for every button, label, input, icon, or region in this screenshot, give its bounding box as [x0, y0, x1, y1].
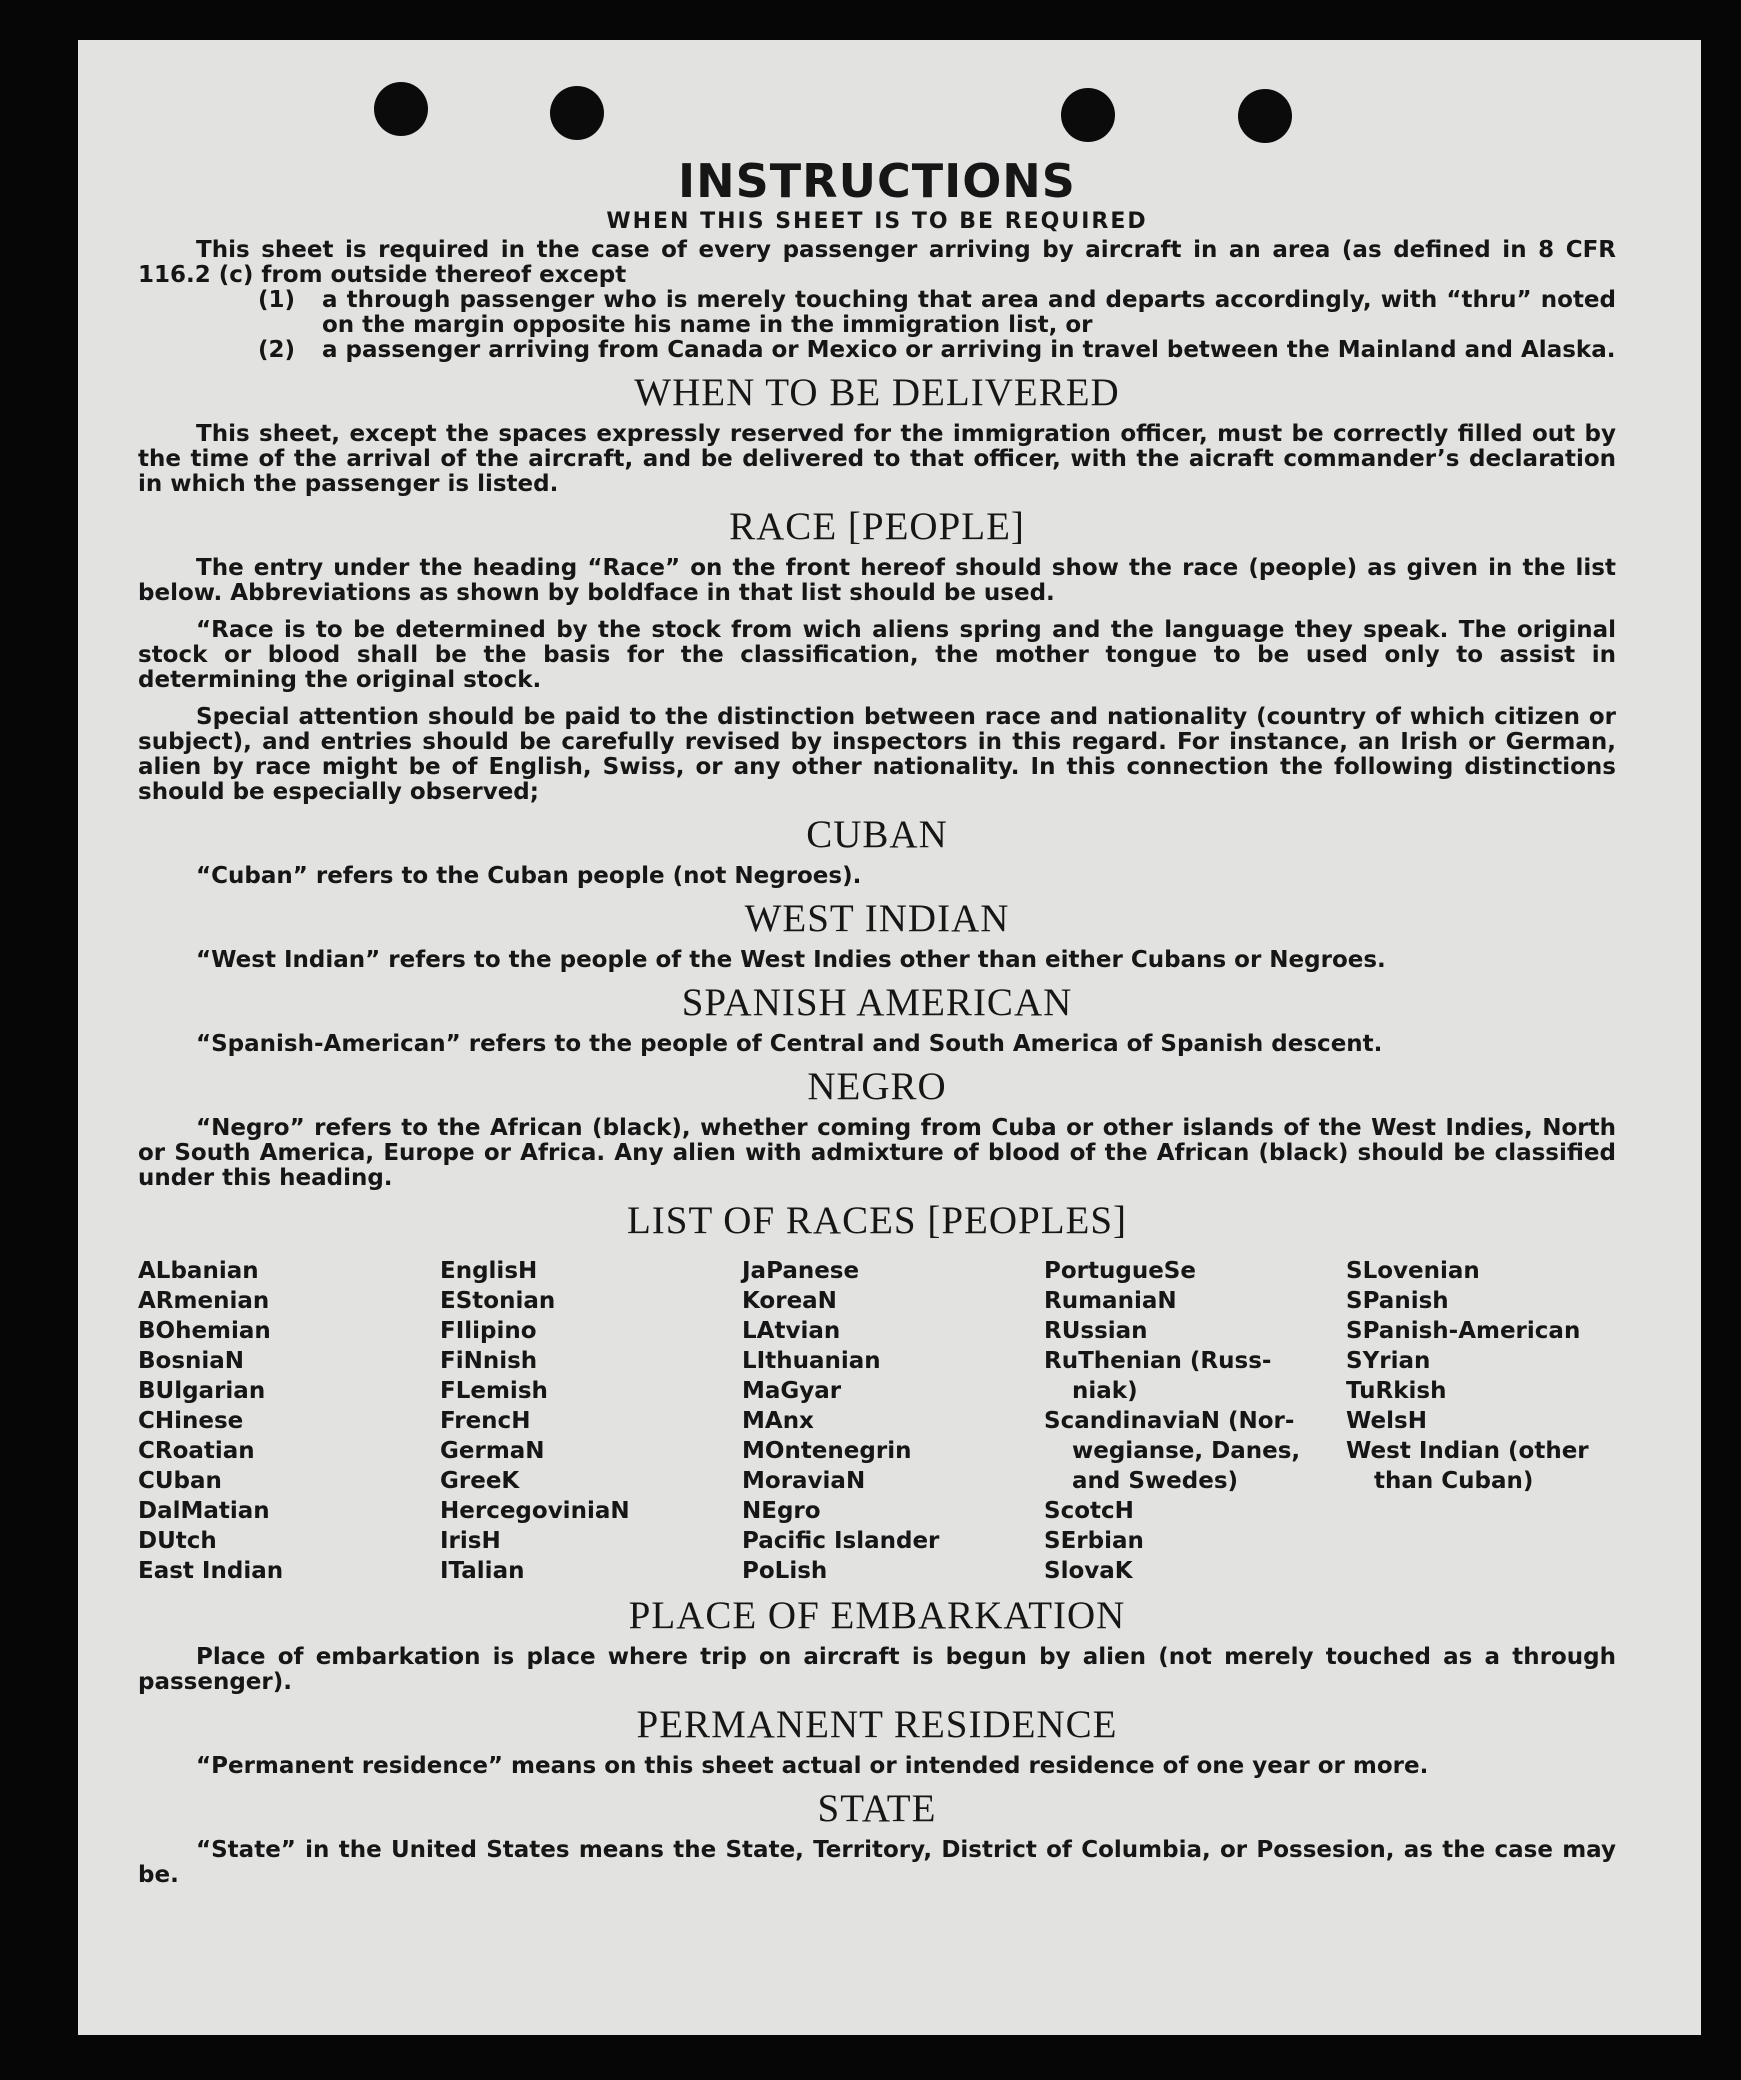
race-column	[1346, 1256, 1648, 1586]
race-item: than Cuban)	[1374, 1468, 1534, 1494]
race-item: East Indian	[138, 1558, 284, 1584]
heading-spanish-american: SPANISH AMERICAN	[681, 981, 1073, 1024]
race-item: GreeK	[440, 1468, 520, 1494]
race-item: CUban	[138, 1468, 222, 1494]
race-item: DalMatian	[138, 1498, 270, 1524]
race-item: NEgro	[742, 1498, 821, 1524]
exception-item-1	[258, 288, 1616, 338]
race-paragraph-1: The entry under the heading “Race” on the front hereof should show the race (people) as given in the list below. Abbreviations as shown by boldface in that list should be used.	[138, 555, 1616, 606]
race-item: SlovaK	[1044, 1558, 1133, 1584]
delivered-paragraph: This sheet, except the spaces expressly reserved for the immigration officer, must be correctly filled out by the time of the arrival of the aircraft, and be delivered to that officer, with the aicraft commander’s declaration in which the passenger is listed.	[138, 421, 1616, 497]
negro-paragraph: “Negro” refers to the African (black), whether coming from Cuba or other islands of the West Indies, North or South America, Europe or Africa. Any alien with admixture of blood of the African (black) should be classified under this heading.	[138, 1115, 1616, 1191]
race-paragraph-2: “Race is to be determined by the stock from wich aliens spring and the language they speak. The original stock or blood shall be the basis for the classification, the mother tongue to be used only to assist in determining the original stock.	[138, 617, 1616, 693]
document-sheet	[78, 40, 1701, 2035]
west-indian-paragraph: “West Indian” refers to the people of the West Indies other than either Cubans or Negroes.	[196, 947, 1386, 973]
race-item: WelsH	[1346, 1408, 1427, 1434]
race-item: KoreaN	[742, 1288, 837, 1314]
instructions-content	[138, 155, 1616, 1888]
heading-when-delivered: WHEN TO BE DELIVERED	[634, 371, 1120, 414]
race-item: FiNnish	[440, 1348, 538, 1374]
race-item: BUlgarian	[138, 1378, 266, 1404]
exception-number: (1)	[258, 287, 296, 313]
race-item: FLemish	[440, 1378, 548, 1404]
race-item: DUtch	[138, 1528, 217, 1554]
heading-place-of-embarkation: PLACE OF EMBARKATION	[628, 1594, 1126, 1637]
exception-text: a through passenger who is merely touching that area and departs accordingly, with “thru” noted on the margin opposite his name in the immigration list, or	[322, 287, 1616, 338]
punch-hole-2	[550, 86, 604, 140]
race-item: ScotcH	[1044, 1498, 1134, 1524]
heading-west-indian: WEST INDIAN	[744, 897, 1010, 940]
heading-negro: NEGRO	[807, 1065, 947, 1108]
page-title: INSTRUCTIONS	[678, 154, 1076, 208]
race-paragraph-3: Special attention should be paid to the distinction between race and nationality (country of which citizen or subject), and entries should be carefully revised by inspectors in this regard. For instance, an Irish or German, alien by race might be of English, Swiss, or any other nationality. In this connection the following distinctions should be especially observed;	[138, 704, 1616, 805]
race-item: MaGyar	[742, 1378, 842, 1404]
race-item: GermaN	[440, 1438, 545, 1464]
race-item: PortugueSe	[1044, 1258, 1196, 1284]
race-item: PoLish	[742, 1558, 828, 1584]
race-item: niak)	[1072, 1378, 1138, 1404]
race-item: JaPanese	[742, 1258, 860, 1284]
race-item: SPanish-American	[1346, 1318, 1581, 1344]
race-item: SErbian	[1044, 1528, 1144, 1554]
race-item: MoraviaN	[742, 1468, 866, 1494]
spanish-american-paragraph: “Spanish-American” refers to the people of Central and South America of Spanish descent.	[196, 1031, 1383, 1057]
race-item: EnglisH	[440, 1258, 538, 1284]
race-item: SYrian	[1346, 1348, 1431, 1374]
race-column	[742, 1256, 1044, 1586]
heading-permanent-residence: PERMANENT RESIDENCE	[636, 1703, 1118, 1746]
race-item: MOntenegrin	[742, 1438, 912, 1464]
punch-hole-1	[374, 82, 428, 136]
race-item: SLovenian	[1346, 1258, 1480, 1284]
page-subtitle: WHEN THIS SHEET IS TO BE REQUIRED	[606, 209, 1148, 234]
race-item: SPanish	[1346, 1288, 1449, 1314]
race-column	[1044, 1256, 1346, 1586]
race-item: FrencH	[440, 1408, 531, 1434]
race-column	[138, 1256, 440, 1586]
race-item: LAtvian	[742, 1318, 841, 1344]
race-item: ITalian	[440, 1558, 525, 1584]
race-item: ALbanian	[138, 1258, 259, 1284]
race-item: LIthuanian	[742, 1348, 881, 1374]
race-item: BOhemian	[138, 1318, 271, 1344]
race-item: CRoatian	[138, 1438, 255, 1464]
race-item: MAnx	[742, 1408, 814, 1434]
residence-paragraph: “Permanent residence” means on this sheet actual or intended residence of one year or more.	[196, 1753, 1429, 1779]
race-item: Pacific Islander	[742, 1528, 940, 1554]
heading-cuban: CUBAN	[806, 813, 948, 856]
punch-hole-3	[1061, 88, 1115, 142]
cuban-paragraph: “Cuban” refers to the Cuban people (not Negroes).	[196, 863, 862, 889]
exception-item-2	[258, 338, 1616, 363]
race-item: wegianse, Danes,	[1072, 1438, 1301, 1464]
race-item: BosniaN	[138, 1348, 245, 1374]
heading-list-of-races: LIST OF RACES [PEOPLES]	[626, 1199, 1128, 1242]
race-list	[138, 1256, 1616, 1586]
race-item: RuThenian (Russ-	[1044, 1348, 1272, 1374]
race-item: RUssian	[1044, 1318, 1148, 1344]
race-item: TuRkish	[1346, 1378, 1447, 1404]
race-item: EStonian	[440, 1288, 556, 1314]
race-item: IrisH	[440, 1528, 501, 1554]
race-item: and Swedes)	[1072, 1468, 1239, 1494]
heading-state: STATE	[817, 1787, 937, 1830]
state-paragraph: “State” in the United States means the State, Territory, District of Columbia, or Possesion, as the case may be.	[138, 1837, 1616, 1888]
race-item: West Indian (other	[1346, 1438, 1589, 1464]
race-item: ScandinaviaN (Nor-	[1044, 1408, 1295, 1434]
heading-race: RACE [PEOPLE]	[729, 505, 1025, 548]
race-item: FIlipino	[440, 1318, 537, 1344]
exception-number: (2)	[258, 337, 296, 363]
race-item: CHinese	[138, 1408, 244, 1434]
race-item: ARmenian	[138, 1288, 270, 1314]
exception-text: a passenger arriving from Canada or Mexico or arriving in travel between the Mainland and Alaska.	[322, 337, 1616, 363]
race-column	[440, 1256, 742, 1586]
race-item: RumaniaN	[1044, 1288, 1177, 1314]
embarkation-paragraph: Place of embarkation is place where trip on aircraft is begun by alien (not merely touched as a through passenger).	[138, 1644, 1616, 1695]
race-item: HercegoviniaN	[440, 1498, 630, 1524]
intro-paragraph: This sheet is required in the case of every passenger arriving by aircraft in an area (as defined in 8 CFR 116.2 (c) from outside thereof except	[138, 237, 1616, 288]
punch-hole-4	[1238, 89, 1292, 143]
